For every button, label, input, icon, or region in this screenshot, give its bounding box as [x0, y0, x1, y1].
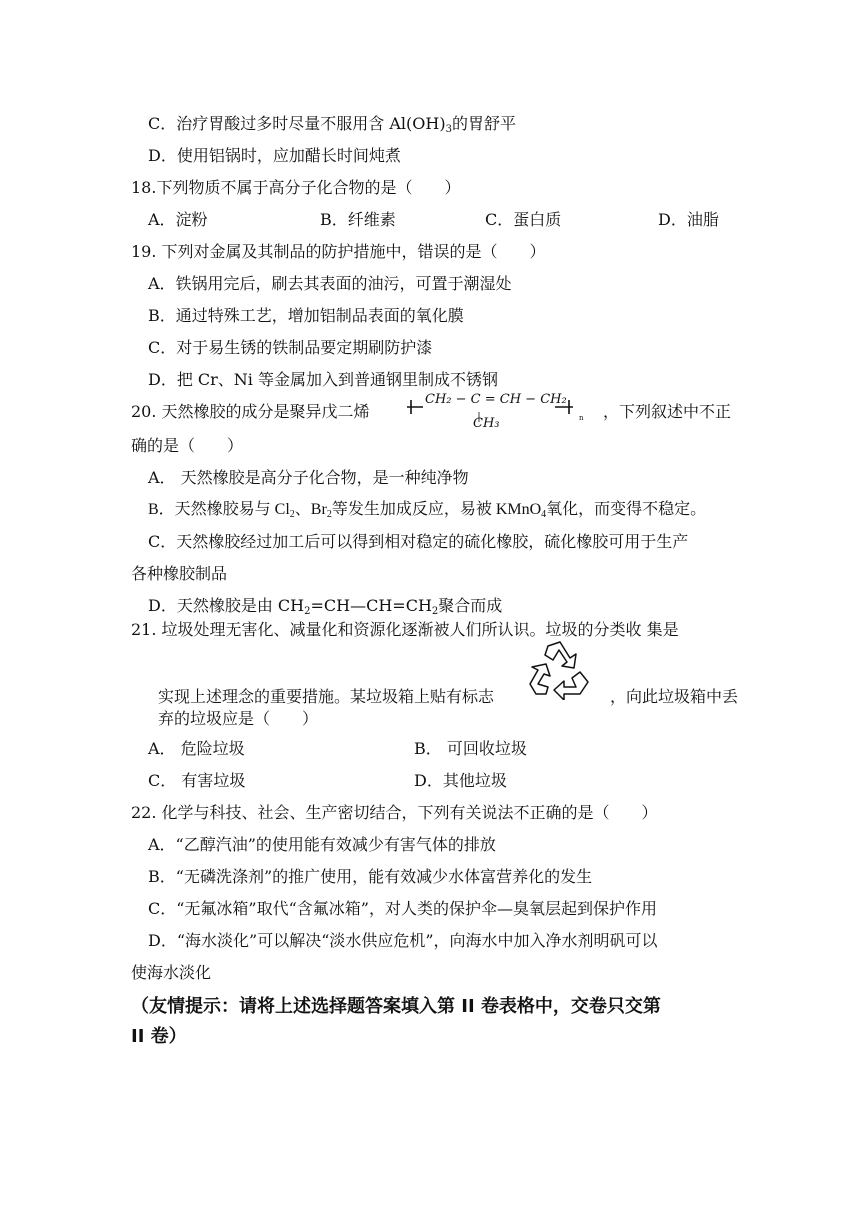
- q18-option-a: A．淀粉: [148, 210, 208, 229]
- question-20-line1: 20. 天然橡胶的成分是聚异戊二烯: [131, 402, 370, 421]
- q20-option-a: A． 天然橡胶是高分子化合物，是一种纯净物: [148, 468, 469, 487]
- formula-n: n: [579, 414, 584, 422]
- question-21-line2-tail: ，向此垃圾箱中丢: [610, 687, 739, 706]
- question-20-line2: 确的是（ ）: [131, 436, 244, 455]
- question-21-line1: 21. 垃圾处理无害化、减量化和资源化逐渐被人们所认识。垃圾的分类收 集是: [131, 620, 679, 639]
- q19-option-a: A．铁锅用完后，刷去其表面的油污，可置于潮湿处: [148, 274, 512, 293]
- q22-option-b: B．“无磷洗涤剂”的推广使用，能有效减少水体富营养化的发生: [148, 867, 593, 886]
- q21-option-d: D．其他垃圾: [414, 771, 507, 790]
- q22-option-c: C．“无氟冰箱”取代“含氟冰箱”，对人类的保护伞—臭氧层起到保护作用: [148, 899, 657, 918]
- q20-option-b: B．天然橡胶易与 $Cl_2$、$Br_2$等发生加成反应，易被 KMnO$_4$氧化，而变得不稳定。: [148, 501, 707, 520]
- q17-option-d: D．使用铝锅时，应加醋长时间炖煮: [148, 146, 401, 165]
- q18-option-d: D．油脂: [658, 210, 719, 229]
- q18-option-c: C．蛋白质: [485, 210, 562, 229]
- q22-option-d-line1: D．“海水淡化”可以解决“淡水供应危机”，向海水中加入净水剂明矾可以: [148, 931, 658, 950]
- q21-option-b: B． 可回收垃圾: [414, 739, 527, 758]
- formula-branch: CH₃: [473, 416, 500, 431]
- question-20-line1-tail: ，下列叙述中不正: [603, 402, 732, 421]
- q18-option-b: B．纤维素: [320, 210, 396, 229]
- q20-option-c-line1: C．天然橡胶经过加工后可以得到相对稳定的硫化橡胶，硫化橡胶可用于生产: [148, 532, 689, 551]
- q21-option-a: A． 危险垃圾: [148, 739, 245, 758]
- q19-option-d: D．把 Cr、Ni 等金属加入到普通钢里制成不锈钢: [148, 370, 499, 389]
- question-19: 19. 下列对金属及其制品的防护措施中，错误的是（ ）: [131, 242, 546, 261]
- hint-line1: （友情提示：请将上述选择题答案填入第 II 卷表格中，交卷只交第: [131, 996, 661, 1017]
- q17-option-c: C．治疗胃酸过多时尽量不服用含 $Al(OH)_3$的胃舒平: [148, 114, 516, 135]
- q22-option-a: A．“乙醇汽油”的使用能有效减少有害气体的排放: [148, 835, 496, 854]
- question-21-line2: 实现上述理念的重要措施。某垃圾箱上贴有标志: [158, 687, 495, 706]
- hint-line2: II 卷）: [131, 1026, 187, 1047]
- question-22: 22. 化学与科技、社会、生产密切结合，下列有关说法不正确的是（ ）: [131, 803, 658, 822]
- polyisoprene-formula: [405, 392, 595, 436]
- formula-main-chain: CH₂ − C = CH − CH₂: [425, 392, 567, 407]
- recycle-icon: [526, 638, 592, 700]
- q21-option-c: C． 有害垃圾: [148, 771, 246, 790]
- question-18: 18.下列物质不属于高分子化合物的是（ ）: [131, 178, 461, 197]
- q22-option-d-line2: 使海水淡化: [131, 963, 212, 982]
- q19-option-b: B．通过特殊工艺，增加铝制品表面的氧化膜: [148, 306, 464, 325]
- question-21-line3: 弃的垃圾应是（ ）: [158, 709, 319, 728]
- q20-option-c-line2: 各种橡胶制品: [131, 564, 228, 583]
- q20-option-d: D．天然橡胶是由 $CH_2=CH—CH=CH_2$聚合而成: [148, 596, 503, 617]
- q19-option-c: C．对于易生锈的铁制品要定期刷防护漆: [148, 338, 433, 357]
